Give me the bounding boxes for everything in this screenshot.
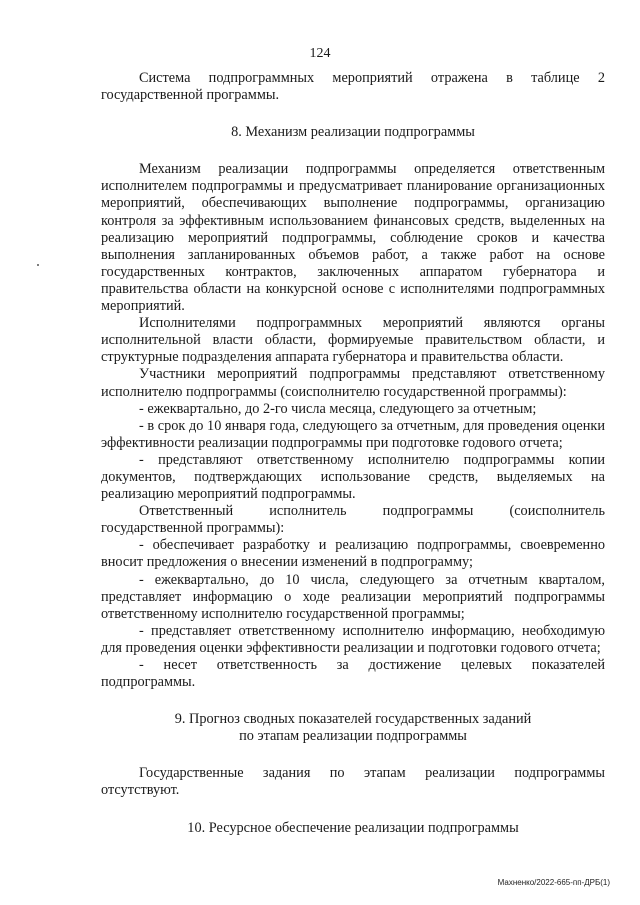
section-8-paragraph: Исполнителями подпрограммных мероприятий являются органы исполнительной власти области, формируемые правительством области, и структурные подразделения аппарата губернатора и правительства области. <box>101 315 605 366</box>
section-8-paragraph: Участники мероприятий подпрограммы представляют ответственному исполнителю подпрограммы (соисполнителю государственной программы): <box>101 366 605 400</box>
section-8-paragraph: Механизм реализации подпрограммы определяется ответственным исполнителем подпрограммы и предусматривает планирование организационных мероприятий, обеспечивающих выполнение подпрограммы, организацию контроля за эффективным использованием финансовых средств, выделенных на реализацию мероприятий подпрограммы, соблюдение сроков и качества выполнения запланированных объемов работ, а также работ на основе государственных контрактов, заключенных аппаратом губернатора и правительства области на конкурсной основе с исполнителями подпрограммных мероприятий. <box>101 161 605 315</box>
participant-list-item: - представляют ответственному исполнителю подпрограммы копии документов, подтверждающих использование средств, выделяемых на реализацию мероприятий подпрограммы. <box>101 451 605 503</box>
participant-list-item: - ежеквартально, до 2-го числа месяца, следующего за отчетным; <box>139 400 537 417</box>
section-9-heading: 9. Прогноз сводных показателей государственных заданий <box>174 711 532 728</box>
page-content <box>101 70 605 837</box>
responsible-list-item: - несет ответственность за достижение целевых показателей подпрограммы. <box>101 657 605 691</box>
section-9-heading-line-2: по этапам реализации подпрограммы <box>239 728 467 745</box>
participant-list-item: - в срок до 10 января года, следующего за отчетным, для проведения оценки эффективности реализации подпрограммы при подготовке годового отчета; <box>101 417 605 451</box>
section-9-paragraph: Государственные задания по этапам реализации подпрограммы отсутствуют. <box>101 765 605 799</box>
responsible-list-item: - представляет ответственному исполнителю информацию, необходимую для проведения оценки эффективности реализации и подготовки годового отчета; <box>101 622 605 656</box>
page-number: 124 <box>309 46 331 61</box>
responsible-list-item: - ежеквартально, до 10 числа, следующего за отчетным кварталом, представляет информацию о ходе реализации мероприятий подпрограммы ответственному исполнителю государственной программы; <box>101 571 605 622</box>
intro-paragraph: Система подпрограммных мероприятий отражена в таблице 2 государственной программы. <box>101 70 605 104</box>
footer-reference: Махненко/2022-665-пп-ДРБ(1) <box>497 878 610 887</box>
section-8-heading: 8. Механизм реализации подпрограммы <box>231 124 475 141</box>
margin-mark <box>37 264 39 266</box>
responsible-intro-paragraph: Ответственный исполнитель подпрограммы (соисполнитель государственной программы): <box>101 503 605 537</box>
responsible-list-item: - обеспечивает разработку и реализацию подпрограммы, своевременно вносит предложения о внесении изменений в подпрограмму; <box>101 537 605 571</box>
section-10-heading: 10. Ресурсное обеспечение реализации подпрограммы <box>187 819 519 836</box>
